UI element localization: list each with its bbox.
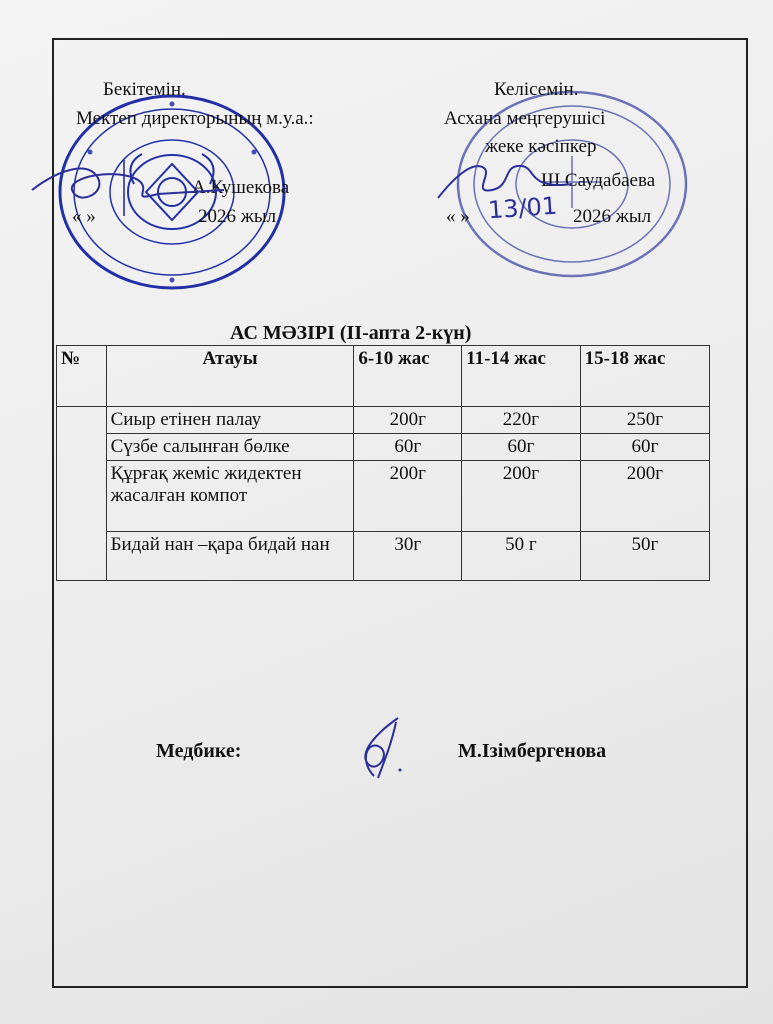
header-age-11-14: 11-14 жас	[462, 346, 581, 407]
header-age-6-10: 6-10 жас	[354, 346, 462, 407]
table-row	[57, 460, 710, 531]
canteen-date-day: « »	[446, 206, 470, 227]
director-name: А.Кушекова	[192, 177, 290, 198]
table-row	[57, 531, 710, 580]
header-number: №	[57, 346, 107, 407]
portion-15-18: 200г	[580, 460, 709, 531]
menu-title: АС МӘЗІРІ (ІІ-апта 2-күн)	[230, 322, 472, 344]
table-row	[57, 433, 710, 460]
header-age-15-18: 15-18 жас	[580, 346, 709, 407]
portion-11-14: 50 г	[462, 531, 581, 580]
dish-name: Сүзбе салынған бөлке	[106, 433, 354, 460]
table-row	[57, 407, 710, 434]
approve-label: Бекітемін.	[103, 79, 186, 100]
portion-11-14: 200г	[462, 460, 581, 531]
nurse-role: Медбике:	[156, 740, 242, 762]
director-position: Мектеп директорының м.у.а.:	[76, 108, 314, 129]
portion-11-14: 60г	[462, 433, 581, 460]
dish-name: Бидай нан –қара бидай нан	[106, 531, 354, 580]
portion-11-14: 220г	[462, 407, 581, 434]
director-signature	[28, 150, 228, 220]
portion-15-18: 60г	[580, 433, 709, 460]
dish-name: Сиыр етінен палау	[106, 407, 354, 434]
director-date-year: 2026 жыл	[198, 206, 277, 227]
row-number	[57, 407, 107, 581]
agree-label: Келісемін.	[494, 79, 579, 100]
portion-15-18: 250г	[580, 407, 709, 434]
portion-6-10: 60г	[354, 433, 462, 460]
entrepreneur-label: жеке кәсіпкер	[485, 136, 597, 157]
canteen-date-handwritten: 13/01	[487, 191, 559, 225]
portion-6-10: 200г	[354, 460, 462, 531]
dish-name: Құрғақ жеміс жидектен жасалған компот	[106, 460, 354, 531]
canteen-date-year: 2026 жыл	[573, 206, 652, 227]
table-header-row	[57, 346, 710, 407]
portion-6-10: 30г	[354, 531, 462, 580]
portion-15-18: 50г	[580, 531, 709, 580]
canteen-head-position: Асхана меңгерушісі	[444, 108, 606, 129]
menu-table	[56, 345, 710, 581]
nurse-name: М.Ізімбергенова	[458, 740, 607, 762]
canteen-head-name: Ш.Саудабаева	[541, 170, 656, 191]
canteen-head-signature	[432, 150, 582, 210]
header-name: Атауы	[106, 346, 354, 407]
portion-6-10: 200г	[354, 407, 462, 434]
director-date-day: « »	[72, 206, 96, 227]
nurse-signature	[348, 712, 418, 782]
